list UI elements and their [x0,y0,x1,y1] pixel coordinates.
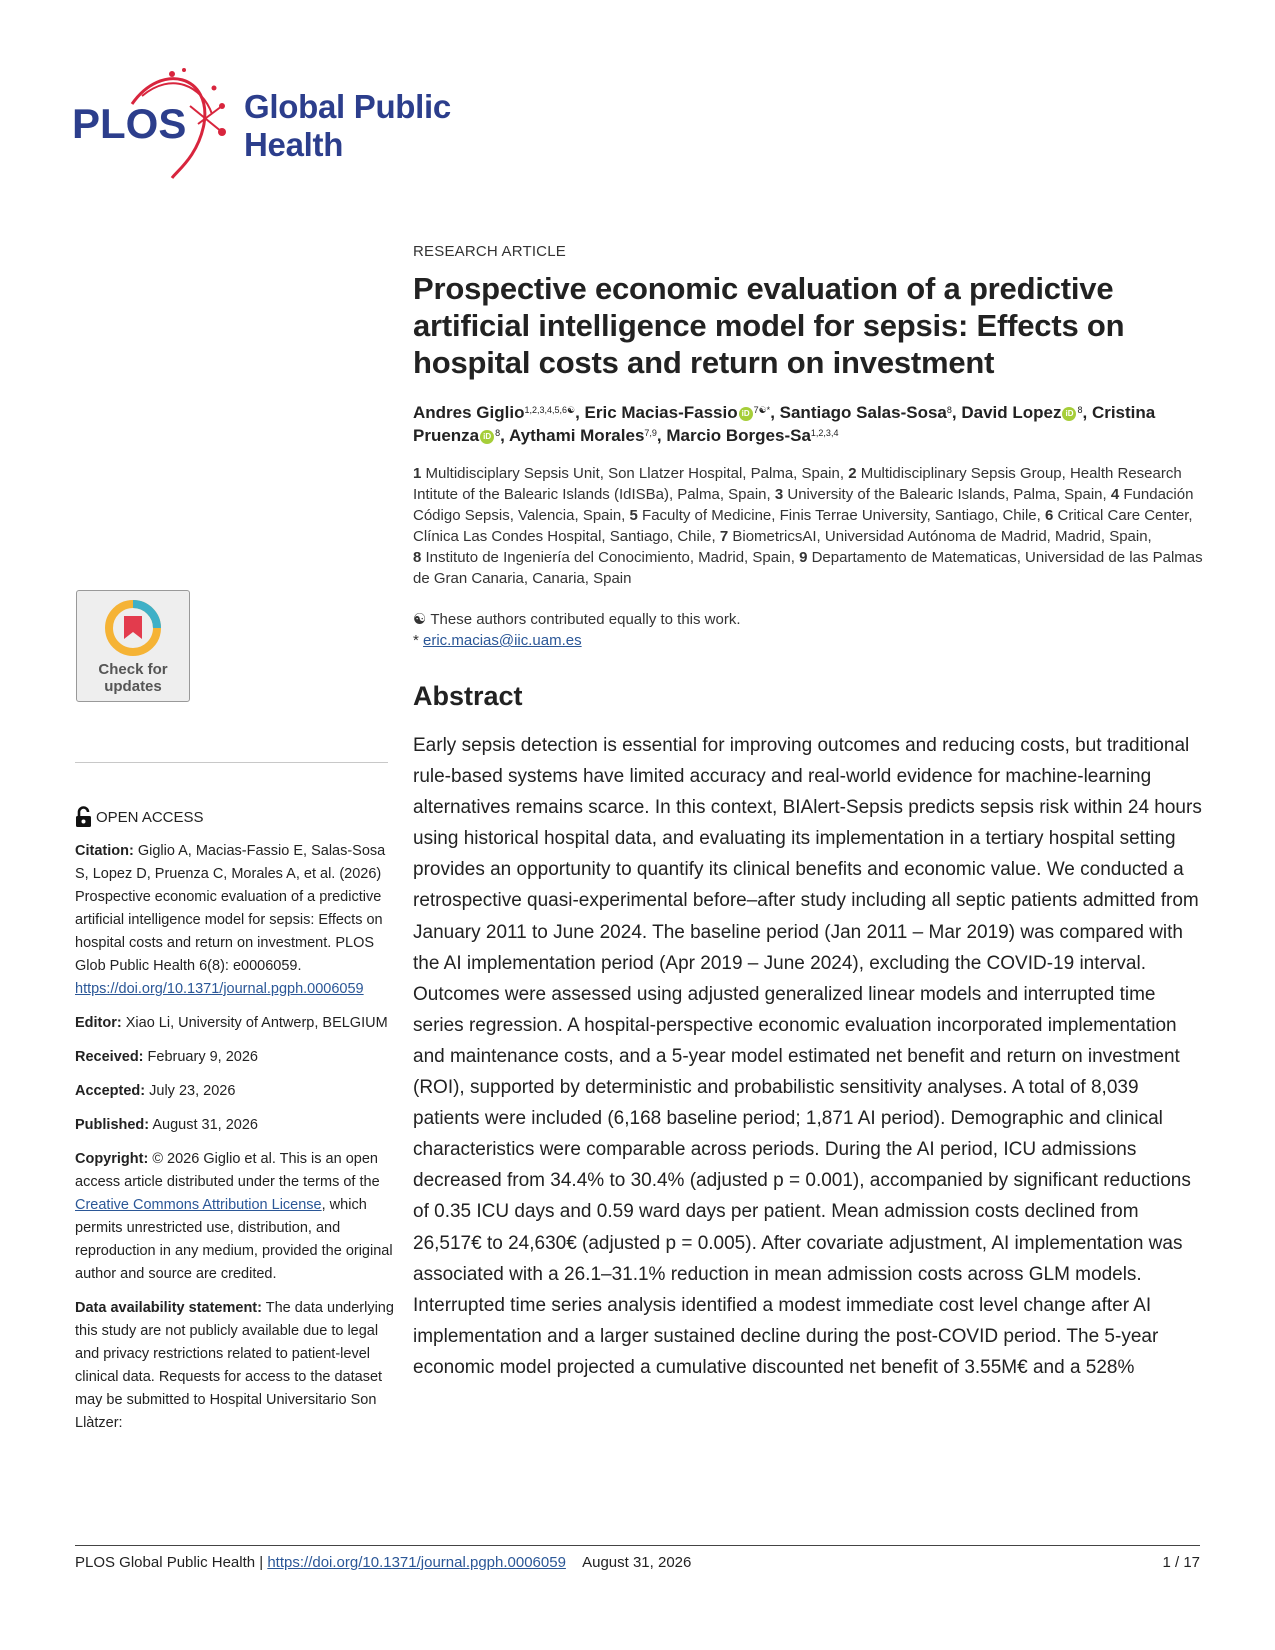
affiliation-text: Critical Care Center, Clínica Las Condes Hospital, Santiago, Chile, [413,507,1193,545]
journal-name: Global Public Health [244,88,451,163]
author-notes [413,609,1203,651]
open-access-label: OPEN ACCESS [96,808,204,826]
affiliation-item [720,528,1152,545]
orcid-icon[interactable]: iD [739,407,753,421]
citation-block [75,840,395,1001]
copyright-text: © 2026 Giglio et al. This is an open access article distributed under the terms of the [75,1151,380,1190]
footer-date: August 31, 2026 [582,1554,692,1571]
abstract-text: Early sepsis detection is essential for improving outcomes and reducing costs, but traditional rule-based systems have limited accuracy and real-world evidence for machine-learning alternatives remains scarce. In this context, BIAlert-Sepsis predicts sepsis risk within 24 hours using historical hospital data, and evaluating its implementation in a tertiary hospital setting provides an opportunity to quantify its clinical benefits and economic value. We conducted a retrospective quasi-experimental before–after study including all septic patients admitted from January 2011 to June 2024. The baseline period (Jan 2011 – Mar 2019) was compared with the AI implementation period (Apr 2019 – June 2024), excluding the COVID-19 interval. Outcomes were assessed using adjusted generalized linear models and interrupted time series regression. A hospital-perspective economic evaluation incorporated implementation and maintenance costs, and a 5-year model estimated net benefit and return on investment (ROI), supported by deterministic and probabilistic sensitivity analyses. A total of 8,039 patients were included (6,168 baseline period; 1,871 AI period). Demographic and clinical characteristics were comparable across periods. During the AI period, ICU admissions decreased from 34.4% to 30.4% (adjusted p = 0.001), accompanied by significant reductions of 0.35 ICU days and 0.59 ward days per patient. Mean admission costs declined from 26,517€ to 24,630€ (adjusted p = 0.005). After covariate adjustment, AI implementation was associated with a 26.1–31.1% reduction in mean admission costs across GLM models. Interrupted time series analysis identified a modest immediate cost level change after AI implementation and a larger sustained decline during the post-COVID period. The 5-year economic model projected a cumulative discounted net benefit of 3.55M€ and a 528% [413,735,1202,1378]
author-name: Cristina Pruenza [413,403,1156,445]
affiliation-item [413,549,799,566]
data-availability-text: The data underlying this study are not publicly available due to legal and privacy restrictions related to patient-level clinical data. Requests for access to the dataset may be submitted to Hospital Universitario Son Llàtzer: [75,1300,394,1431]
affiliation-number: 9 [799,549,808,566]
orcid-icon[interactable]: iD [1062,407,1076,421]
affiliation-number: 4 [1110,486,1120,503]
affiliation-text: Multidisciplary Sepsis Unit, Son Llatzer Hospital, Palma, Spain, [425,465,845,482]
accepted-block [75,1080,395,1103]
copyright-block [75,1148,395,1286]
article-title: Prospective economic evaluation of a predictive artificial intelligence model for sepsis: Effects on hospital costs and return on investment [413,271,1125,380]
equal-contribution-note: ☯ These authors contributed equally to this work. [413,611,741,628]
plos-wordmark: PLOS [72,100,187,147]
data-availability-block [75,1297,395,1435]
footer-divider [75,1545,1200,1546]
affiliation-text: University of the Balearic Islands, Palma, Spain, [787,486,1107,503]
check-for-updates-label: Check for updates [98,661,168,695]
author-separator: , [575,403,585,422]
page-number: 1 / 17 [1162,1554,1200,1571]
affiliation-text: Instituto de Ingeniería del Conocimiento, Madrid, Spain, [425,549,795,566]
accepted-label: Accepted: [75,1083,146,1099]
author-affiliation-sup: 8 [946,405,952,415]
author-separator: , [770,403,780,422]
author-affiliation-sup: 7☯* [753,405,771,415]
affiliation-item [775,486,1111,503]
affiliation-number: 1 [413,465,422,482]
author-separator: , [951,403,962,422]
corresponding-author: * eric.macias@iic.uam.es [413,632,582,649]
author-list [413,401,1203,447]
open-lock-icon [75,806,92,828]
corresponding-email-link[interactable]: eric.macias@iic.uam.es [423,632,582,649]
author-separator: , [1082,403,1092,422]
author-name: Marcio Borges-Sa [666,426,811,445]
received-date: February 9, 2026 [147,1049,258,1065]
article-main [413,243,1203,1383]
author-affiliation-sup: 8 [1077,405,1083,415]
affiliation-item [630,507,1045,524]
affiliation-text: Departamento de Matematicas, Universidad de las Palmas de Gran Canaria, Canaria, Spain [413,549,1203,587]
published-block [75,1114,395,1137]
editor-label: Editor: [75,1015,122,1031]
sidebar-divider [75,762,388,763]
plos-logo-icon [72,66,242,186]
footer-journal: PLOS Global Public Health | [75,1554,264,1571]
affiliation-text: Multidisciplinary Sepsis Group, Health Research Intitute of the Balearic Islands (IdISBa), Palma, Spain, [413,465,1182,503]
received-label: Received: [75,1049,144,1065]
open-access-indicator [75,806,395,828]
author-name: Santiago Salas-Sosa [779,403,947,422]
author-separator: , [500,426,509,445]
citation-label: Citation: [75,843,134,859]
article-type: RESEARCH ARTICLE [413,243,566,260]
received-block [75,1046,395,1069]
affiliation-number: 3 [774,486,784,503]
crossmark-icon [104,599,162,657]
journal-logo[interactable] [72,66,462,186]
copyright-text-end: , which permits unrestricted use, distribution, and reproduction in any medium, provided the original author and source are credited. [75,1197,393,1282]
affiliation-text: Fundación Código Sepsis, Valencia, Spain, [413,486,1194,524]
check-for-updates-badge[interactable] [76,590,190,702]
copyright-label: Copyright: [75,1151,149,1167]
author-affiliation-sup: 8 [495,428,501,438]
orcid-icon[interactable]: iD [480,430,494,444]
citation-doi-link[interactable]: https://doi.org/10.1371/journal.pgph.0006059 [75,981,364,997]
author-name: Eric Macias-Fassio [584,403,738,422]
author-name: Andres Giglio [413,403,525,422]
editor-block [75,1012,395,1035]
author-separator: , [656,426,667,445]
affiliations [413,463,1203,589]
license-link[interactable]: Creative Commons Attribution License [75,1197,322,1213]
affiliation-item [413,465,848,482]
author-name: David Lopez [961,403,1062,422]
data-availability-label: Data availability statement: [75,1300,262,1316]
editor-text: Xiao Li, University of Antwerp, BELGIUM [125,1015,388,1031]
affiliation-text: Faculty of Medicine, Finis Terrae University, Santiago, Chile, [642,507,1041,524]
published-date: August 31, 2026 [152,1117,258,1133]
author-affiliation-sup: 1,2,3,4 [810,428,839,438]
affiliation-number: 7 [719,528,729,545]
published-label: Published: [75,1117,150,1133]
citation-text: Giglio A, Macias-Fassio E, Salas-Sosa S, Lopez D, Pruenza C, Morales A, et al. (2026) Prospective economic evaluation of a predictive artificial intelligence model for sepsis: Effects on hospital costs and return on investment. PLOS Glob Public Health 6(8): e0006059. [75,843,386,974]
page-footer [75,1554,1200,1571]
abstract-heading: Abstract [413,681,523,711]
footer-doi-link[interactable]: https://doi.org/10.1371/journal.pgph.0006059 [267,1554,566,1571]
sidebar [75,806,395,1446]
affiliation-number: 2 [848,465,857,482]
affiliation-number: 5 [629,507,638,524]
author-affiliation-sup: 7,9 [644,428,657,438]
affiliation-number: 8 [413,549,422,566]
author-affiliation-sup: 1,2,3,4,5,6☯ [524,405,576,415]
affiliation-number: 6 [1045,507,1054,524]
author-name: Aythami Morales [508,426,645,445]
affiliation-text: BiometricsAI, Universidad Autónoma de Madrid, Madrid, Spain, [732,528,1152,545]
accepted-date: July 23, 2026 [149,1083,236,1099]
